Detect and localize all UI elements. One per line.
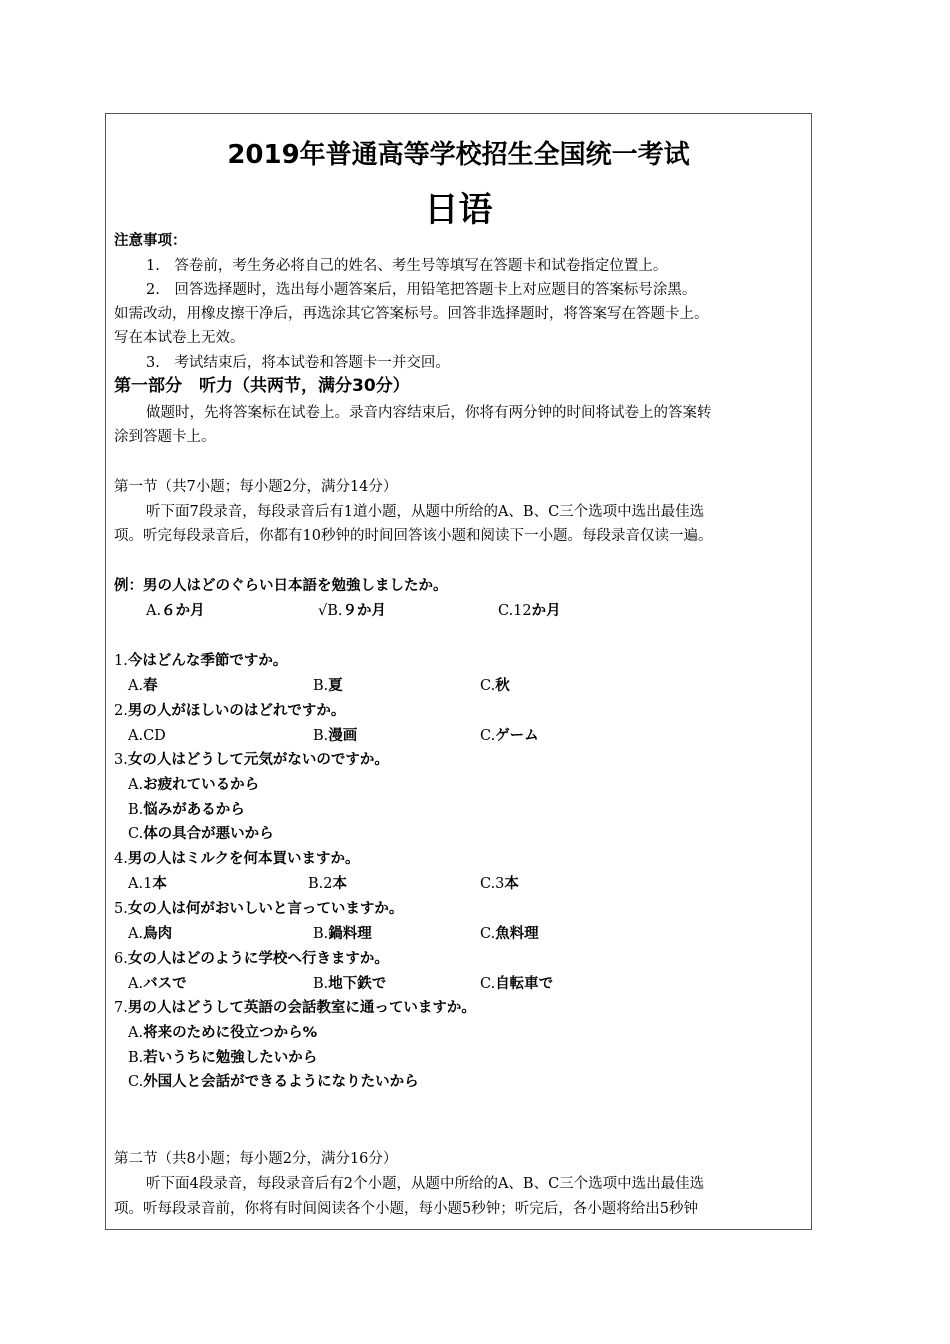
notice-item: 写在本试卷上无效。 — [114, 330, 245, 346]
example-option-b: √B.９か月 — [318, 603, 387, 619]
question-4-option-a: A.1本 — [128, 876, 167, 892]
question-6-option-a: A.バスで — [128, 976, 187, 992]
question-1: 1.今はどんな季節ですか。 — [114, 653, 288, 669]
question-6: 6.女の人はどのように学校へ行きますか。 — [114, 951, 389, 967]
question-4-option-c: C.3本 — [480, 876, 519, 892]
question-1-option-b: B.夏 — [313, 678, 343, 694]
section2-intro: 听下面4段录音，每段录音后有2个小题，从题中所给的A、B、C三个选项中选出最佳选 — [146, 1176, 705, 1192]
question-7-option-b: B.若いうちに勉強したいから — [128, 1050, 318, 1066]
question-6-option-c: C.自転車で — [480, 976, 554, 992]
question-5-option-a: A.鳥肉 — [128, 926, 173, 942]
question-2-option-b: B.漫画 — [313, 728, 358, 744]
example-question: 例：男の人はどのぐらい日本語を勉強しましたか。 — [114, 578, 448, 594]
question-7-option-a: A.将来のために役立つから% — [128, 1025, 318, 1041]
part1-intro: 做题时，先将答案标在试卷上。录音内容结束后，你将有两分钟的时间将试卷上的答案转 — [146, 405, 712, 421]
question-3: 3.女の人はどうして元気がないのですか。 — [114, 752, 389, 768]
question-7-option-c: C.外国人と会話ができるようになりたいから — [128, 1074, 419, 1090]
question-1-option-a: A.春 — [128, 678, 158, 694]
question-3-option-b: B.悩みがあるから — [128, 802, 245, 818]
question-5: 5.女の人は何がおいしいと言っていますか。 — [114, 901, 404, 917]
question-2: 2.男の人がほしいのはどれですか。 — [114, 703, 346, 719]
section1-heading: 第一节（共7小题；每小题2分，满分14分） — [114, 479, 398, 495]
exam-title: 2019年普通高等学校招生全国统一考试 — [227, 140, 690, 170]
question-3-option-c: C.体の具合が悪いから — [128, 826, 274, 842]
question-3-option-a: A.お疲れているから — [128, 777, 260, 793]
question-1-option-c: C.秋 — [480, 678, 510, 694]
exam-page — [105, 113, 812, 1230]
exam-subject: 日语 — [424, 190, 493, 230]
question-7: 7.男の人はどうして英語の会話教室に通っていますか。 — [114, 1000, 476, 1016]
question-4-option-b: B.2本 — [308, 876, 347, 892]
section1-intro: 听下面7段录音，每段录音后有1道小题，从题中所给的A、B、C三个选项中选出最佳选 — [146, 504, 705, 520]
notice-item: 2. 回答选择题时，选出每小题答案后，用铅笔把答题卡上对应题目的答案标号涂黑。 — [146, 282, 697, 298]
question-4: 4.男の人はミルクを何本買いますか。 — [114, 851, 360, 867]
question-6-option-b: B.地下鉄で — [313, 976, 387, 992]
question-5-option-c: C.魚料理 — [480, 926, 539, 942]
part1-heading: 第一部分 听力（共两节，满分30分） — [114, 376, 410, 396]
section2-intro: 项。听每段录音前，你将有时间阅读各个小题，每小题5秒钟；听完后，各小题将给出5秒钟 — [114, 1201, 698, 1217]
section2-heading: 第二节（共8小题；每小题2分，满分16分） — [114, 1151, 398, 1167]
example-option-c: C.12か月 — [498, 603, 561, 619]
part1-intro: 涂到答题卡上。 — [114, 429, 216, 445]
notice-item: 如需改动，用橡皮擦干净后，再选涂其它答案标号。回答非选择题时，将答案写在答题卡上。 — [114, 306, 709, 322]
section1-intro: 项。听完每段录音后，你都有10秒钟的时间回答该小题和阅读下一小题。每段录音仅读一遍。 — [114, 528, 713, 544]
question-5-option-b: B.鍋料理 — [313, 926, 372, 942]
question-2-option-a: A.CD — [128, 728, 166, 744]
notice-item: 1. 答卷前，考生务必将自己的姓名、考生号等填写在答题卡和试卷指定位置上。 — [146, 258, 668, 274]
notice-heading: 注意事项： — [114, 233, 187, 249]
notice-item: 3. 考试结束后，将本试卷和答题卡一并交回。 — [146, 355, 450, 371]
question-2-option-c: C.ゲーム — [480, 728, 539, 744]
example-option-a: A.６か月 — [146, 603, 205, 619]
